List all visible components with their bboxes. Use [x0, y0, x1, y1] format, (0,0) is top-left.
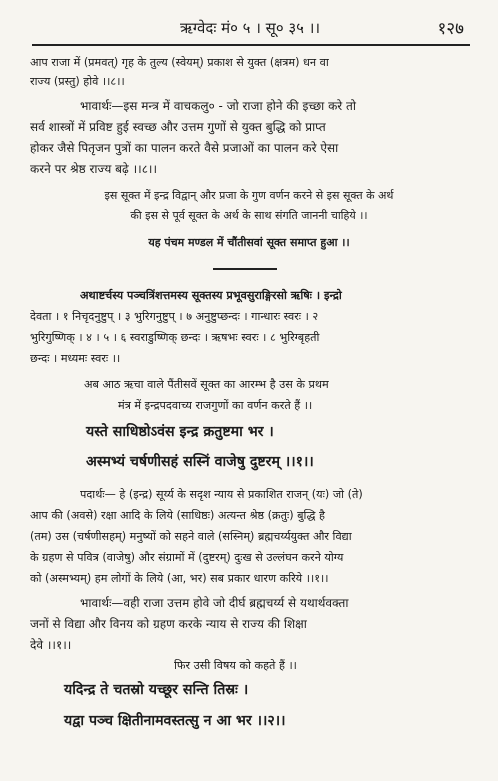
- topic-line-2: मंत्र में इन्द्रपदवाच्य राजगुणों का वर्णन करते हैं ।।: [118, 399, 313, 412]
- closing-line-1: इस सूक्त में इन्द्र विद्वान् और प्रजा के गुण वर्णन करने से इस सूक्त के अर्थ: [104, 189, 394, 202]
- sukta-end-note: यह पंचम मण्डल में चौंतीसवां सूक्त समाप्त हुआ ।।: [148, 236, 350, 249]
- mantra-1-line-2: अस्मभ्यं चर्षणीसहं सस्निं वाजेषु दुष्टरम् ।।१।।: [86, 454, 314, 470]
- closing-line-2: की इस से पूर्व सूक्त के अर्थ के साथ संगति जाननी चाहिये ।।: [130, 209, 368, 222]
- padarth-line-1: पदार्थः— हे (इन्द्र) सूर्य्य के सदृश न्याय से प्रकाशित राजन् (यः) जो (ते): [80, 488, 363, 501]
- prev-bhavarth-line-3: होकर जैसे पितृजन पुत्रों का पालन करते वैसे प्रजाओं का पालन करे ऐसा: [30, 141, 339, 155]
- mantra-2-line-2: यद्वा पञ्च क्षितीनामवस्तत्सु न आ भर ।।२।।: [64, 713, 286, 729]
- prev-bhavarth-line-1: भावार्थः—इस मन्त्र में वाचकलु० - जो राजा होने की इच्छा करे तो: [80, 99, 356, 113]
- sukta-intro-line-4: छन्दः । मध्यमः स्वरः ।।: [30, 352, 121, 365]
- section-divider: [213, 268, 277, 270]
- next-topic-line: फिर उसी विषय को कहते हैं ।।: [174, 659, 297, 672]
- padarth-line-4: के ग्रहण से पवित्र (वाजेषु) और संग्रामों में (दुष्टरम्) दुःख से उल्लंघन करने योग्य: [30, 551, 344, 564]
- prev-bhavarth-line-4: करने पर श्रेष्ठ राज्य बढ़े ।।८।।: [30, 162, 158, 176]
- prev-text-line-1: आप राजा में (प्रमवत्) गृह के तुल्य (स्वेयम्) प्रकाश से युक्त (क्षत्रम) धन वा: [30, 56, 329, 69]
- header-rule: [32, 44, 470, 46]
- bhavarth-line-1: भावार्थः—वही राजा उत्तम होवे जो दीर्घ ब्रह्मचर्य्य से यथार्थवक्ता: [80, 596, 349, 610]
- sukta-intro-line-1: अथाष्टर्चस्य पञ्चत्रिंशत्तमस्य सूक्तस्य प्रभूवसुराङ्गिरसो ऋषिः । इन्द्रो: [80, 289, 342, 302]
- padarth-line-5: को (अस्मभ्यम्) हम लोगों के लिये (आ, भर) सब प्रकार धारण करिये ।।१।।: [30, 572, 329, 585]
- padarth-line-2: आप की (अवसे) रक्षा आदि के लिये (साधिष्ठः) अत्यन्त श्रेष्ठ (क्रतुः) बुद्धि है: [30, 509, 325, 522]
- page-header: [0, 12, 498, 40]
- page-number: १२७: [437, 19, 464, 39]
- padarth-line-3: (तम) उस (चर्षणीसहम्) मनुष्यों को सहने वाले (सस्निम्) ब्रह्मचर्य्ययुक्त और विद्या: [30, 530, 352, 543]
- sukta-intro-line-2: देवता । १ निचृदनुष्टुप् । ३ भुरिगनुष्टुप् । ७ अनुष्टुप्छन्दः । गान्धारः स्वरः । २: [30, 310, 319, 323]
- prev-text-line-2: राज्य (प्रस्तु) होवे ।।८।।: [30, 75, 125, 88]
- prev-bhavarth-line-2: सर्व शास्त्रों में प्रविष्ट हुई स्वच्छ और उत्तम गुणों से युक्त बुद्धि को प्राप्त: [30, 120, 326, 134]
- mantra-2-line-1: यदिन्द्र ते चतस्रो यच्छूर सन्ति तिस्रः ।: [64, 682, 249, 698]
- running-title: ऋग्वेदः मं० ५ । सू० ३५ ।।: [180, 19, 321, 37]
- sukta-intro-line-3: भुरिगुष्णिक् । ४ । ५ । ६ स्वराडुष्णिक् छन्दः । ऋषभः स्वरः । ८ भुरिग्बृहती: [30, 331, 320, 344]
- mantra-1-line-1: यस्ते साधिष्ठोऽवंस इन्द्र क्रतुष्टमा भर ।: [86, 424, 274, 440]
- topic-line-1: अब आठ ऋचा वाले पैंतीसवें सूक्त का आरम्भ है उस के प्रथम: [84, 378, 329, 391]
- bhavarth-line-3: देवे ।।१।।: [30, 638, 72, 652]
- bhavarth-line-2: जनों से विद्या और विनय को ग्रहण करके न्याय से राज्य की शिक्षा: [30, 617, 307, 631]
